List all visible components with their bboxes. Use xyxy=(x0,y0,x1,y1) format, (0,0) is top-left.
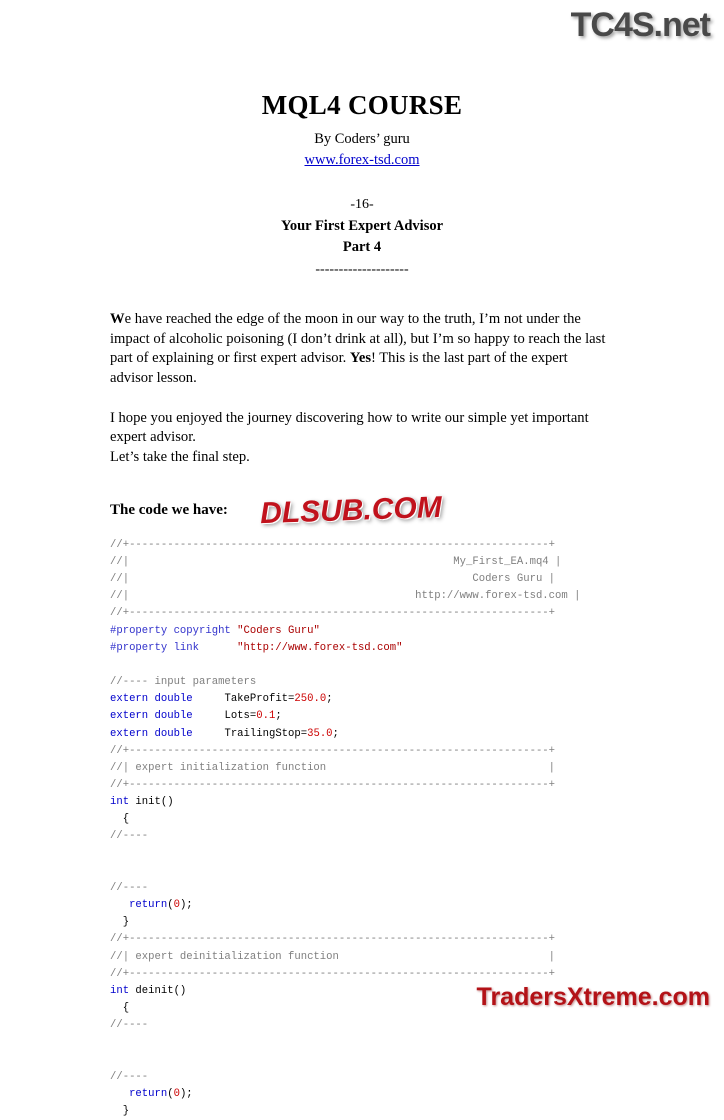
code-token: Lots= xyxy=(192,710,257,723)
code-token: ; xyxy=(332,727,339,740)
code-line xyxy=(110,966,630,983)
code-token: { xyxy=(110,813,130,826)
code-token: ); xyxy=(179,899,193,912)
code-token: //+------------------------------------------------------------------+ xyxy=(110,967,556,980)
code-token: return xyxy=(129,1087,168,1100)
watermark-center: DLSUB.COM xyxy=(259,490,443,531)
code-line xyxy=(110,743,630,760)
code-token: { xyxy=(110,1002,130,1015)
code-line xyxy=(110,1017,630,1034)
site-link-line xyxy=(0,152,724,169)
code-line xyxy=(110,1069,630,1086)
code-line xyxy=(110,777,630,794)
watermark-bottom-right: TradersXtreme.com xyxy=(476,983,710,1011)
code-token: } xyxy=(110,916,130,929)
code-line xyxy=(110,640,630,657)
site-link[interactable]: www.forex-tsd.com xyxy=(304,152,420,168)
code-line xyxy=(110,897,630,914)
code-token: //---- xyxy=(110,830,149,843)
code-listing xyxy=(110,537,630,1120)
code-token: TrailingStop= xyxy=(192,727,308,740)
code-token: //+------------------------------------------------------------------+ xyxy=(110,538,556,551)
code-line xyxy=(110,811,630,828)
code-token: ( xyxy=(167,1087,174,1100)
code-line xyxy=(110,605,630,622)
code-token: "http://www.forex-tsd.com" xyxy=(237,641,403,654)
code-token: deinit() xyxy=(129,984,187,997)
code-token: double xyxy=(154,710,193,723)
code-line xyxy=(110,794,630,811)
code-line xyxy=(110,708,630,725)
code-line xyxy=(110,1086,630,1103)
code-token: } xyxy=(110,1104,130,1117)
code-line xyxy=(110,914,630,931)
code-token: TakeProfit= xyxy=(192,693,295,706)
code-line xyxy=(110,1034,630,1051)
code-token: //---- xyxy=(110,881,149,894)
code-token: #property copyright xyxy=(110,624,238,637)
code-token: "Coders Guru" xyxy=(237,624,320,637)
page-title: MQL4 COURSE xyxy=(261,90,463,120)
paragraph-intro xyxy=(110,310,614,389)
code-line xyxy=(110,537,630,554)
code-line xyxy=(110,726,630,743)
code-token: 35.0 xyxy=(307,727,333,740)
code-token: extern xyxy=(110,727,149,740)
code-token: int xyxy=(110,796,130,809)
code-line xyxy=(110,949,630,966)
code-token: //| Coders Guru | xyxy=(110,573,556,586)
code-line xyxy=(110,691,630,708)
code-token: extern xyxy=(110,710,149,723)
code-line xyxy=(110,828,630,845)
drop-cap: W xyxy=(110,311,125,327)
code-token: ( xyxy=(167,899,174,912)
code-token: //---- xyxy=(110,1019,149,1032)
code-token: //+------------------------------------------------------------------+ xyxy=(110,744,556,757)
byline: By Coders’ guru xyxy=(314,131,410,147)
code-line xyxy=(110,571,630,588)
code-token: //| My_First_EA.mq4 | xyxy=(110,555,562,568)
code-line xyxy=(110,1052,630,1069)
code-line xyxy=(110,1103,630,1120)
code-token: //+------------------------------------------------------------------+ xyxy=(110,933,556,946)
lesson-number: -16- xyxy=(350,197,374,212)
code-token: ); xyxy=(179,1087,193,1100)
code-token: 250.0 xyxy=(294,693,327,706)
divider-rule: -------------------- xyxy=(315,262,409,277)
code-token xyxy=(110,899,129,911)
section-heading: The code we have: xyxy=(110,501,228,518)
code-token: //+------------------------------------------------------------------+ xyxy=(110,779,556,791)
code-line xyxy=(110,623,630,640)
code-token: return xyxy=(129,899,168,912)
paragraph-final-step: Let’s take the final step. xyxy=(110,449,250,466)
code-line xyxy=(110,931,630,948)
code-token: #property link xyxy=(110,641,238,654)
code-line xyxy=(110,863,630,880)
code-token: ; xyxy=(326,693,333,706)
code-token xyxy=(110,1088,129,1100)
paragraph-journey: I hope you enjoyed the journey discovering how to write our simple yet important expert advisor. xyxy=(110,409,589,446)
code-line xyxy=(110,588,630,605)
code-line xyxy=(110,674,630,691)
code-token: extern xyxy=(110,693,149,706)
code-token: 0 xyxy=(173,1087,180,1100)
paragraph-intro-tail: ! This is the last part of the expert advisor lesson. xyxy=(110,350,568,387)
code-line xyxy=(110,846,630,863)
code-line xyxy=(110,880,630,897)
code-token: //| expert initialization function | xyxy=(110,761,556,774)
code-token: //+------------------------------------------------------------------+ xyxy=(110,607,556,620)
code-line xyxy=(110,554,630,571)
code-token: double xyxy=(154,727,193,740)
paragraph-intro-text: e have reached the edge of the moon in our way to the truth, I’m not under the impact of alcoholic poisoning (I don’t drink at all), but I’m so happy to reach the last part of explaining or first expert advisor. xyxy=(110,311,606,367)
code-token: //| expert deinitialization function | xyxy=(110,950,556,963)
code-line xyxy=(110,657,630,674)
code-token: int xyxy=(110,984,130,997)
code-token: 0.1 xyxy=(256,710,276,723)
code-token: ; xyxy=(275,710,282,723)
code-token: //| http://www.forex-tsd.com | xyxy=(110,590,581,603)
code-token: double xyxy=(154,693,193,706)
paragraph-intro-emphasis: Yes xyxy=(349,350,371,367)
lesson-title: Your First Expert Advisor xyxy=(280,218,444,234)
code-token: //---- xyxy=(110,1070,149,1083)
code-token: init() xyxy=(129,796,174,809)
code-token: 0 xyxy=(173,899,180,912)
code-line xyxy=(110,760,630,777)
watermark-top-right: TC4S.net xyxy=(570,6,710,44)
lesson-part: Part 4 xyxy=(342,239,382,255)
code-token: //---- input parameters xyxy=(110,676,257,689)
